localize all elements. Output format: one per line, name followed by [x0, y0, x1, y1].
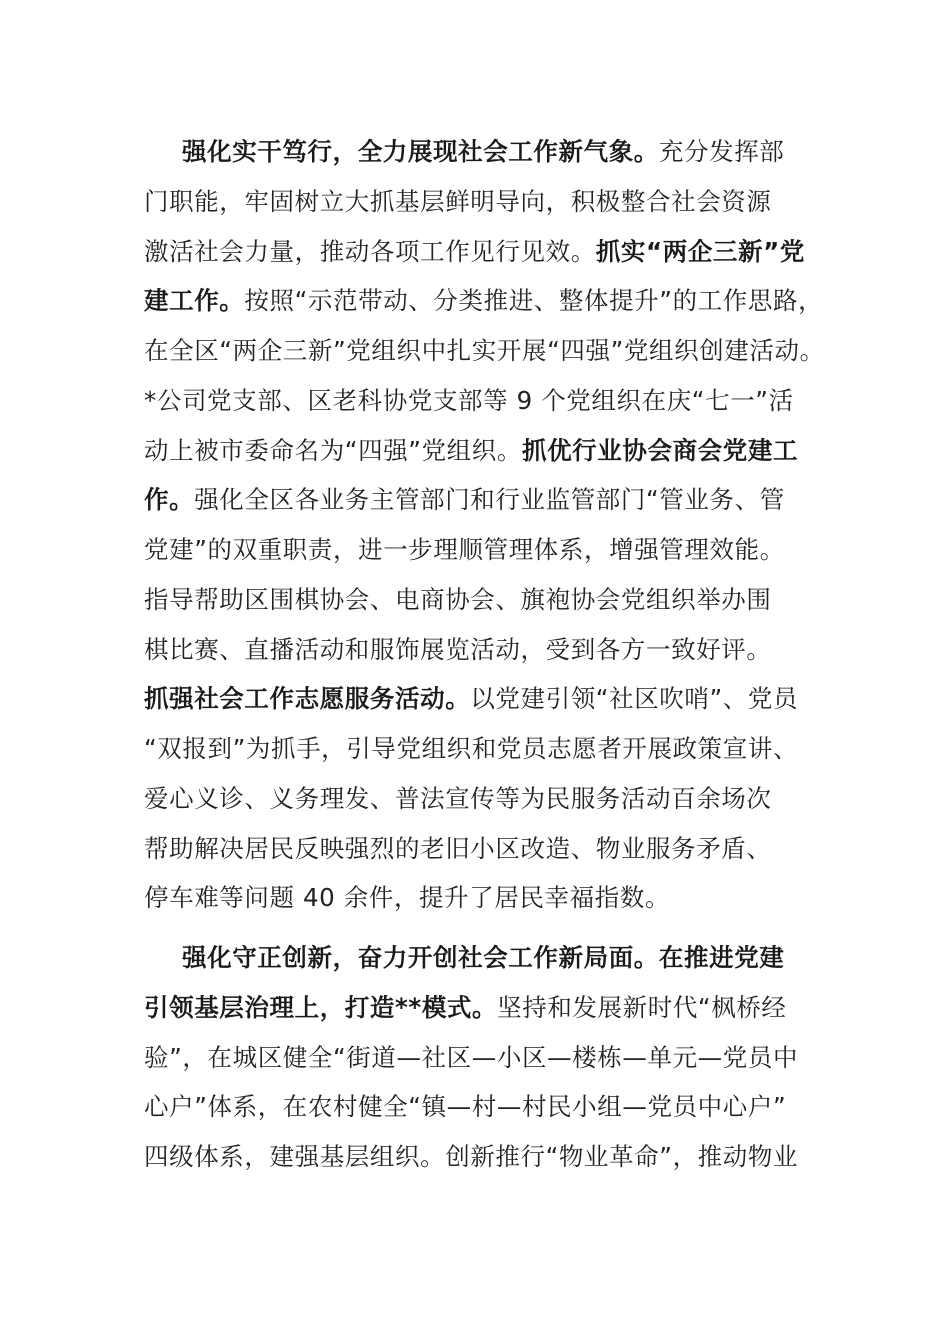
bold-heading-text: 引领基层治理上，打造**模式。: [144, 992, 498, 1022]
body-text: 验”，在城区健全“街道—社区—小区—楼栋—单元—党员中: [144, 1042, 799, 1072]
bold-heading-text: 建工作。: [144, 286, 245, 316]
bold-heading-text: 强化守正创新，奋力开创社会工作新局面。在推进党建: [182, 943, 785, 972]
body-text: *公司党支部、区老科协党支部等 9 个党组织在庆“七一”活: [144, 385, 794, 415]
text-line: [144, 1087, 786, 1127]
body-text: 强化全区各业务主管部门和行业监管部门“管业务、管: [194, 485, 785, 515]
body-text: 四级体系，建强基层组织。创新推行“物业革命”，推动物业: [144, 1142, 799, 1171]
body-text: 爱心义诊、义务理发、普法宣传等为民服务活动百余场次: [144, 783, 772, 813]
bold-heading-text: 抓实“两企三新”党: [595, 236, 805, 266]
body-text: 棋比赛、直播活动和服饰展览活动，受到各方一致好评。: [144, 634, 772, 664]
text-line: [144, 1137, 798, 1177]
body-text: 以党建引领“社区吹哨”、党员: [470, 684, 799, 714]
text-line: [144, 530, 785, 570]
text-line: [144, 779, 772, 819]
body-text: “双报到”为抓手，引导党组织和党员志愿者开展政策宣讲、: [144, 734, 799, 763]
body-text: 帮助解决居民反映强烈的老旧小区改造、物业服务矛盾、: [144, 833, 772, 863]
text-line: [182, 938, 784, 978]
body-text: 停车难等问题 40 余件，提升了居民幸福指数。: [144, 883, 671, 913]
body-text: 党建”的双重职责，进一步理顺管理体系，增强管理效能。: [144, 535, 785, 564]
text-line: [144, 1038, 798, 1078]
text-line: [144, 381, 794, 421]
text-line: [144, 480, 785, 520]
bold-heading-text: 强化实干笃行，全力展现社会工作新气象。: [182, 137, 659, 166]
text-line: [144, 431, 798, 471]
text-line: [144, 829, 772, 869]
text-line: [144, 281, 823, 321]
bold-heading-text: 抓优行业协会商会党建工: [521, 435, 799, 465]
text-line: [144, 988, 787, 1028]
body-text: 动上被市委命名为“四强”党组织。: [144, 435, 522, 465]
text-line: [144, 729, 798, 769]
bold-heading-text: 抓强社会工作志愿服务活动。: [144, 684, 471, 714]
body-text: 激活社会力量，推动各项工作见行见效。: [144, 236, 596, 266]
body-text: 在全区“两企三新”党组织中扎实开展“四强”党组织创建活动。: [144, 336, 825, 365]
text-line: [144, 679, 798, 719]
body-text: 充分发挥部: [658, 137, 785, 166]
body-text: 指导帮助区围棋协会、电商协会、旗袍协会党组织举办围: [144, 584, 772, 614]
text-line: [144, 182, 772, 222]
body-text: 门职能，牢固树立大抓基层鲜明导向，积极整合社会资源: [144, 186, 772, 216]
bold-heading-text: 作。: [144, 485, 195, 515]
body-text: 坚持和发展新时代“枫桥经: [497, 992, 787, 1022]
body-text: 按照“示范带动、分类推进、整体提升”的工作思路，: [244, 286, 824, 316]
text-line: [144, 878, 670, 918]
text-line: [182, 132, 784, 172]
text-line: [144, 331, 825, 371]
body-text: 心户”体系，在农村健全“镇—村—村民小组—党员中心户”: [144, 1092, 787, 1122]
text-line: [144, 580, 772, 620]
text-line: [144, 232, 805, 272]
text-line: [144, 630, 772, 670]
